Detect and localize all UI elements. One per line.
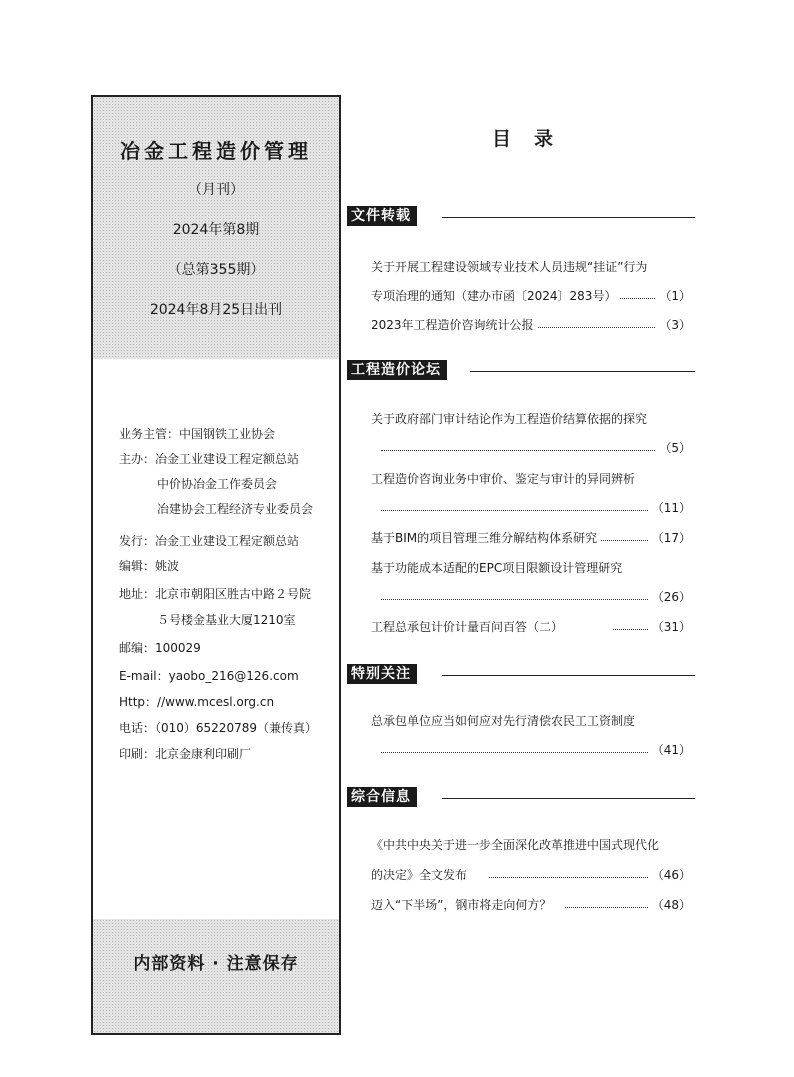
- toc-entry-title: 的决定》全文发布: [371, 867, 468, 882]
- info-editor: 编辑：姚波: [119, 559, 180, 573]
- toc-entry[interactable]: 关于政府部门审计结论作为工程造价结算依据的探究: [371, 412, 648, 426]
- toc-entry[interactable]: [371, 741, 691, 757]
- page-number: （1）: [659, 288, 691, 303]
- toc-entry[interactable]: [371, 316, 691, 332]
- toc-entry[interactable]: [371, 896, 691, 912]
- internal-notice: 内部资料 · 注意保存: [133, 954, 299, 974]
- info-supervisor: 业务主管：中国钢铁工业协会: [119, 427, 276, 441]
- page-number: （46）: [651, 867, 691, 882]
- publish-date: 2024年8月25日出刊: [149, 302, 283, 318]
- dot-leader: [489, 877, 648, 878]
- total-issue-number: （总第355期）: [167, 262, 265, 278]
- section-label: 工程造价论坛: [347, 360, 447, 380]
- dot-leader: [381, 752, 648, 753]
- masthead-panel: [91, 95, 341, 1035]
- masthead-header: [93, 97, 339, 359]
- section-header-documents: [347, 206, 695, 226]
- section-rule: [442, 798, 695, 799]
- toc-entry-title: 2023年工程造价咨询统计公报: [371, 317, 534, 332]
- page-number: （26）: [651, 589, 691, 604]
- section-label: 文件转载: [347, 206, 417, 226]
- toc-entry-title: 基于BIM的项目管理三维分解结构体系研究: [371, 530, 598, 545]
- section-rule: [442, 217, 695, 218]
- toc-entry[interactable]: 基于功能成本适配的EPC项目限额设计管理研究: [371, 561, 623, 575]
- page-number: （31）: [651, 619, 691, 634]
- toc-entry[interactable]: 总承包单位应当如何应对先行清偿农民工工资制度: [371, 714, 636, 728]
- info-distributor: 发行：冶金工业建设工程定额总站: [119, 534, 300, 548]
- toc-entry-title: 专项治理的通知（建办市函〔2024〕283号）: [371, 288, 617, 303]
- dot-leader: [601, 540, 648, 541]
- toc-entry[interactable]: 《中共中央关于进一步全面深化改革推进中国式现代化: [371, 838, 660, 852]
- notice-box: [93, 919, 339, 1033]
- info-sponsor: 主办：冶金工业建设工程定额总站: [119, 452, 300, 466]
- dot-leader: [381, 599, 648, 600]
- toc-entry[interactable]: [371, 287, 691, 303]
- dot-leader: [381, 510, 648, 511]
- toc-entry[interactable]: 关于开展工程建设领域专业技术人员违规“挂证”行为: [371, 260, 648, 274]
- dot-leader: [381, 450, 655, 451]
- section-label: 综合信息: [347, 787, 417, 807]
- page-number: （5）: [659, 440, 691, 455]
- toc-entry[interactable]: 工程造价咨询业务中审价、鉴定与审计的异同辨析: [371, 472, 636, 486]
- toc-entry[interactable]: [371, 529, 691, 545]
- page-number: （11）: [651, 500, 691, 515]
- toc-entry[interactable]: [371, 499, 691, 515]
- section-rule: [470, 371, 695, 372]
- page-number: （3）: [659, 317, 691, 332]
- info-sponsor-3: 冶建协会工程经济专业委员会: [157, 502, 314, 516]
- dot-leader: [538, 327, 656, 328]
- info-printer: 印刷：北京金康利印刷厂: [119, 747, 252, 761]
- info-sponsor-2: 中价协冶金工作委员会: [157, 477, 278, 491]
- dot-leader: [565, 907, 647, 908]
- section-label: 特别关注: [347, 664, 417, 684]
- info-website: Http：//www.mcesl.org.cn: [119, 695, 275, 709]
- section-header-news: [347, 787, 695, 807]
- info-postcode: 邮编：100029: [119, 641, 201, 655]
- toc-entry-title: 工程总承包计价计量百问百答（二）: [371, 619, 564, 634]
- dot-leader: [613, 629, 648, 630]
- toc-entry[interactable]: [371, 588, 691, 604]
- frequency: （月刊）: [188, 182, 244, 198]
- toc-entry[interactable]: [371, 618, 691, 634]
- section-header-forum: [347, 360, 695, 380]
- page-number: （48）: [651, 897, 691, 912]
- toc-title: 目 录: [492, 128, 556, 150]
- journal-title: 冶金工程造价管理: [120, 139, 312, 163]
- info-email: E-mail：yaobo_216@126.com: [119, 669, 299, 683]
- info-address: 地址：北京市朝阳区胜古中路２号院: [119, 587, 312, 601]
- info-phone: 电话：（010）65220789（兼传真）: [119, 721, 317, 735]
- toc-entry[interactable]: [371, 866, 691, 882]
- section-header-focus: [347, 664, 695, 684]
- info-address-2: ５号楼金基业大厦1210室: [157, 613, 296, 627]
- issue-number: 2024年第8期: [172, 222, 260, 238]
- toc-entry-title: 迈入“下半场”，钢市将走向何方？: [371, 897, 552, 912]
- page-number: （17）: [651, 530, 691, 545]
- section-rule: [442, 675, 695, 676]
- toc-entry[interactable]: [371, 439, 691, 455]
- dot-leader: [620, 298, 655, 299]
- page-number: （41）: [651, 742, 691, 757]
